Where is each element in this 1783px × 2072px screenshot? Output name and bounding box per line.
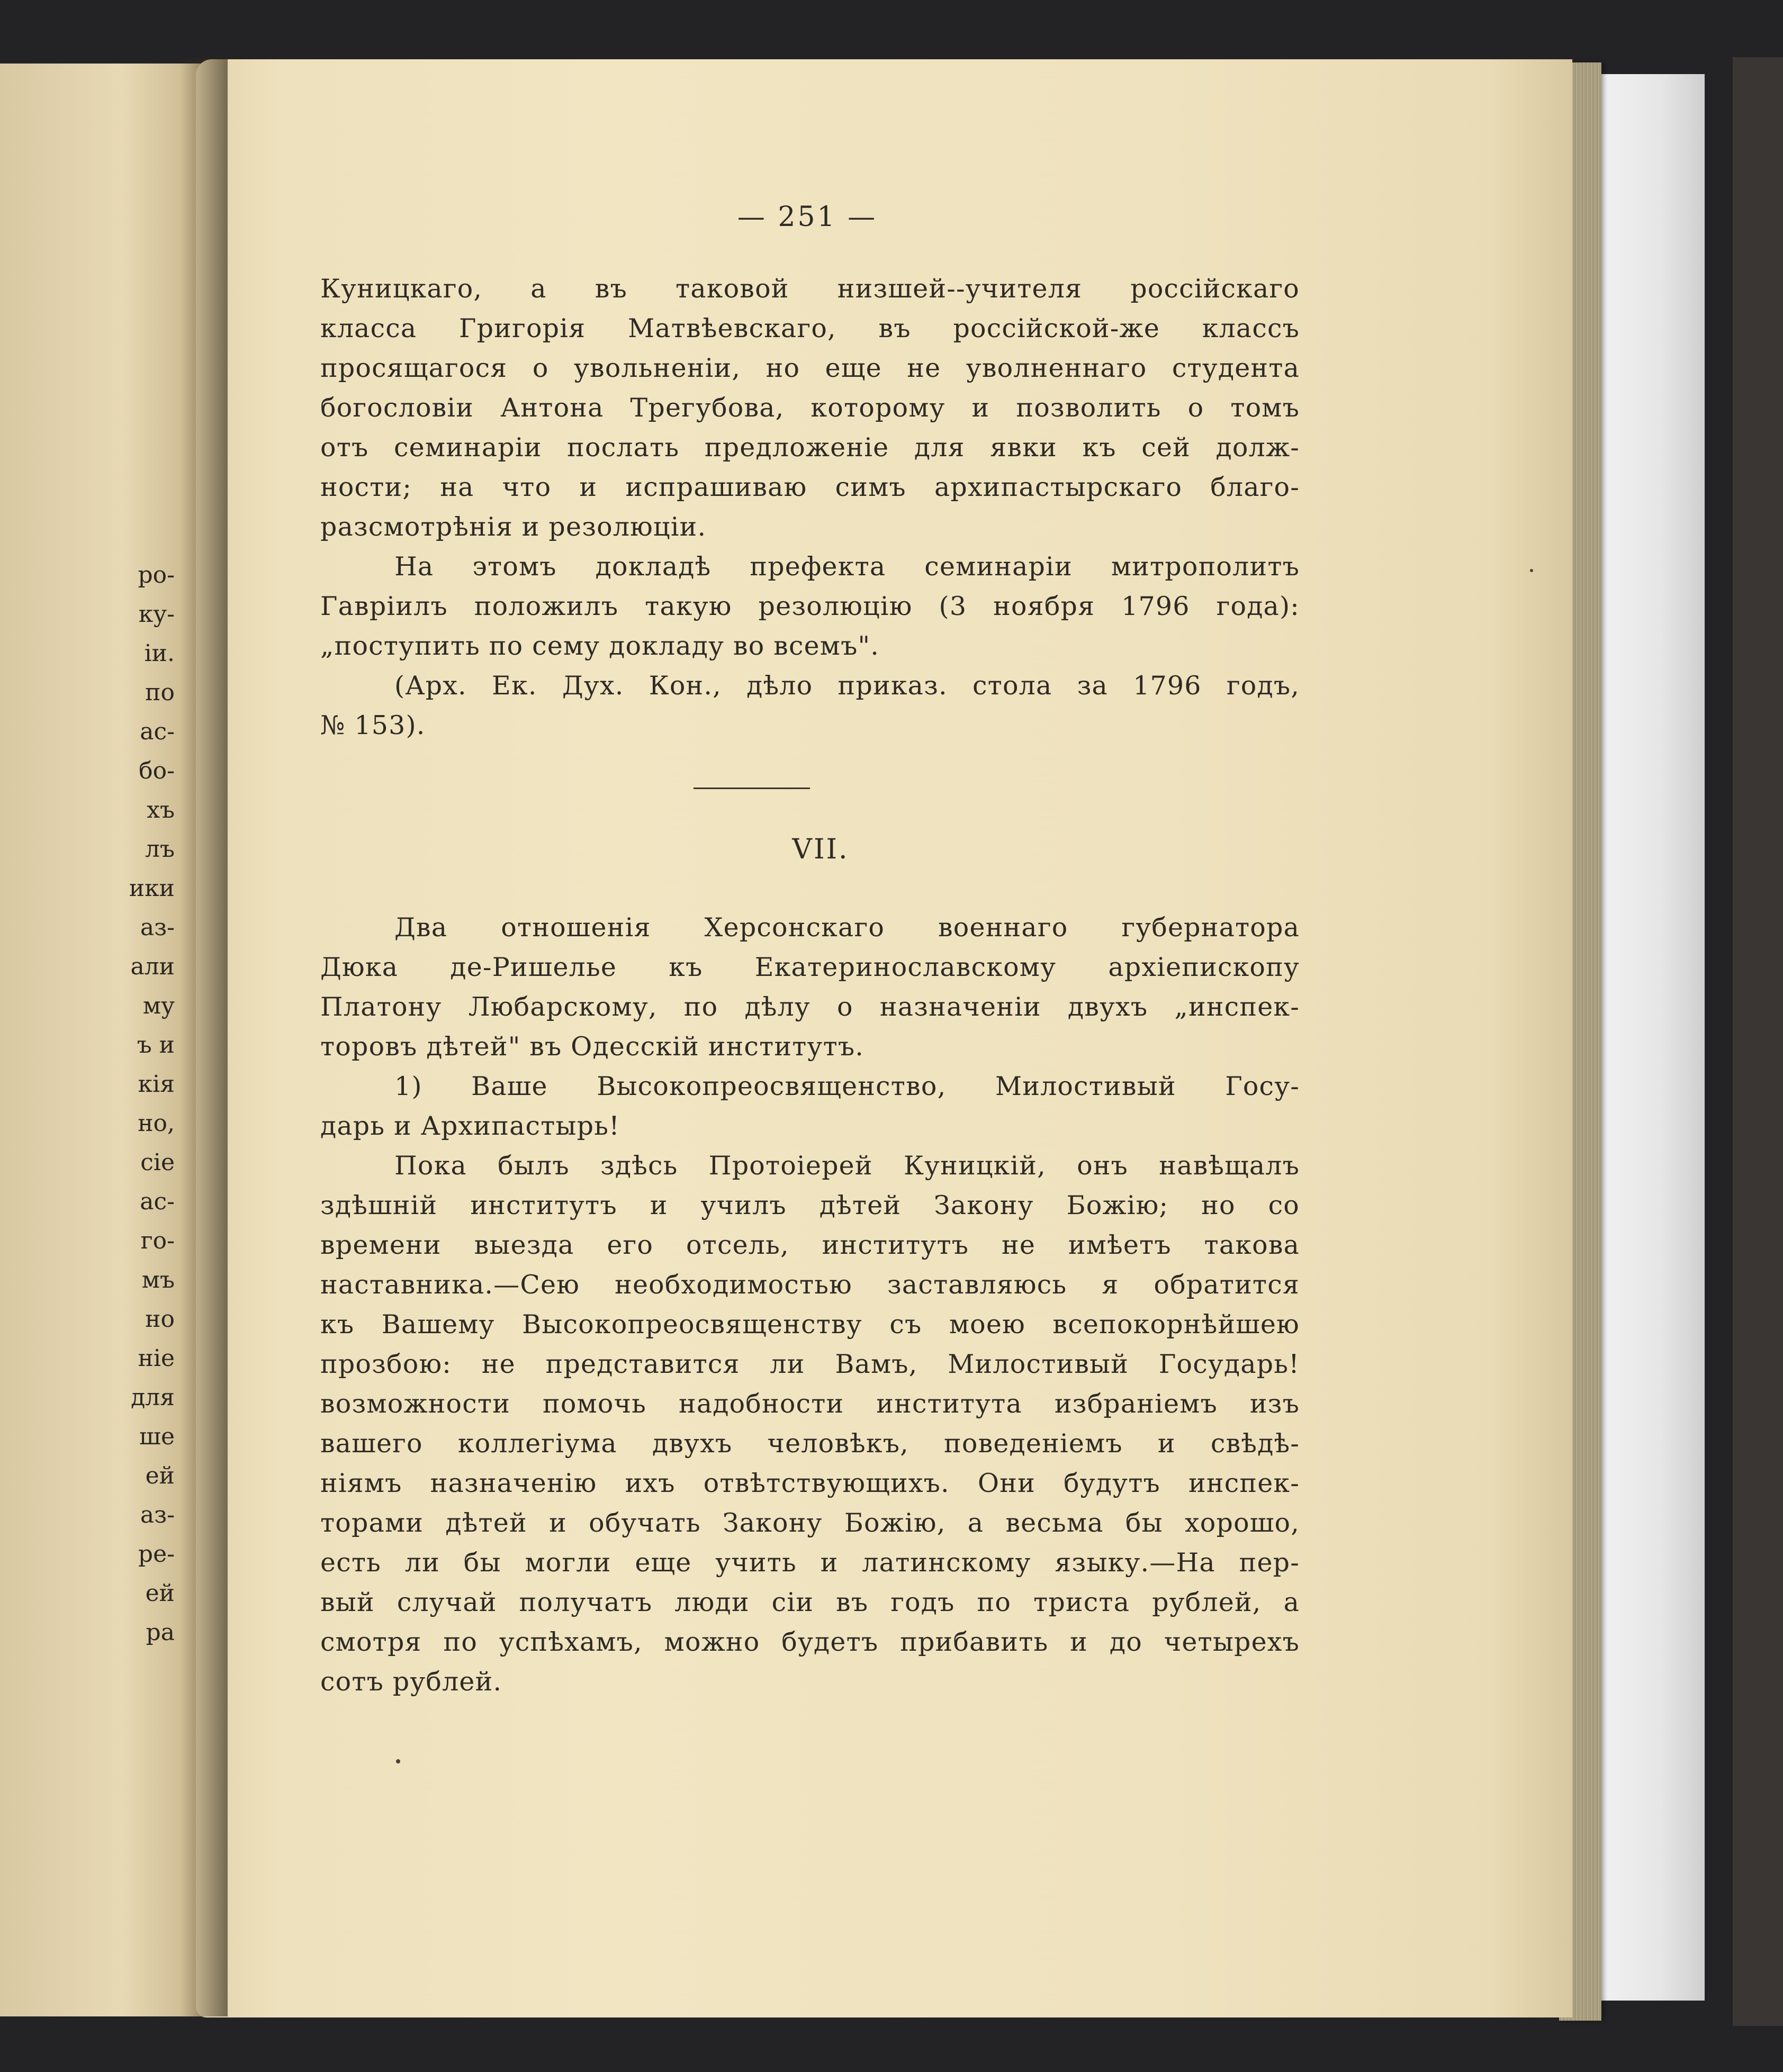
text-block-bottom (320, 908, 1300, 1702)
left-page-line-ending: сіе (140, 1149, 175, 1176)
text-line: Пока былъ здѣсь Протоіерей Куницкій, онъ навѣщалъ (394, 1151, 1300, 1181)
text-line: ніямъ назначенію ихъ отвѣтствующихъ. Они будутъ инспек- (320, 1468, 1300, 1498)
text-line: здѣшній институтъ и училъ дѣтей Закону Божію; но со (320, 1190, 1300, 1220)
text-line: просящагося о увольненіи, но еще не уволненнаго студента (320, 353, 1300, 383)
text-line: „поступить по сему докладу во всемъ". (320, 631, 880, 661)
left-page-line-ending: хъ (147, 797, 175, 824)
left-page-line-ending: го- (140, 1227, 175, 1254)
left-page-line-ending: но, (138, 1110, 175, 1137)
paragraph-1 (320, 269, 1300, 547)
paper-speck (396, 1759, 400, 1763)
text-line: вый случай получатъ люди сіи въ годъ по триста рублей, а (320, 1587, 1300, 1617)
text-line: торами дѣтей и обучать Закону Божію, а весьма бы хорошо, (320, 1508, 1300, 1538)
left-page-line-ending: ку- (138, 601, 175, 628)
text-line: торовъ дѣтей" въ Одесскій институтъ. (320, 1032, 865, 1062)
white-backing-sheet (1593, 74, 1705, 2001)
text-line: наставника.—Сею необходимостью заставляюсь я обратится (320, 1270, 1300, 1300)
section-divider (694, 788, 810, 789)
left-page-line-ending: ра (146, 1619, 175, 1646)
left-page-line-ending: аз- (140, 1501, 175, 1528)
paragraph-5 (320, 1066, 1300, 1146)
left-page-line-ending: бо- (139, 757, 175, 784)
text-line: Два отношенія Херсонскаго военнаго губернатора (394, 912, 1300, 943)
paper-speck (1530, 569, 1533, 572)
text-line: богословіи Антона Трегубова, которому и позволить о томъ (320, 393, 1300, 423)
text-line: времени выезда его отсель, институтъ не имѣетъ такова (320, 1230, 1300, 1260)
left-page-line-ending: му (142, 992, 175, 1019)
text-line: ности; на что и испрашиваю симъ архипастырскаго благо- (320, 472, 1300, 502)
left-page-line-ending: кія (138, 1071, 175, 1098)
left-page-line-ending: лъ (145, 836, 175, 863)
text-line: Куницкаго, а въ таковой низшей--учителя россійскаго (320, 274, 1300, 304)
paragraph-2 (320, 547, 1300, 666)
text-line: есть ли бы могли еще учить и латинскому языку.—На пер- (320, 1548, 1300, 1578)
text-line: вашего коллегіума двухъ человѣкъ, поведеніемъ и свѣдѣ- (320, 1428, 1300, 1459)
text-line: На этомъ докладѣ префекта семинаріи митрополитъ (394, 551, 1300, 582)
left-page-line-endings (0, 556, 175, 1652)
left-page-line-ending: ъ и (137, 1032, 175, 1058)
text-line: 1) Ваше Высокопреосвященство, Милостивый Госу- (394, 1071, 1300, 1101)
text-line: разсмотрѣнія и резолюціи. (320, 512, 707, 542)
left-page-line-ending: ей (145, 1580, 175, 1607)
left-page-line-ending: аз- (140, 914, 175, 941)
paragraph-4 (320, 908, 1300, 1066)
left-page-line-ending: али (130, 953, 175, 980)
left-page-line-ending: ре- (138, 1541, 175, 1568)
text-line: Платону Любарскому, по дѣлу о назначеніи двухъ „инспек- (320, 992, 1300, 1022)
left-page-line-ending: ас- (140, 718, 175, 745)
left-page-line-ending: ро- (138, 562, 175, 589)
left-page-line-ending: мъ (141, 1266, 175, 1293)
left-page-line-ending: іи. (144, 640, 175, 667)
left-page-line-ending: по (145, 679, 175, 706)
text-line: (Арх. Ек. Дух. Кон., дѣло приказ. стола за 1796 годъ, (394, 671, 1300, 701)
gutter-shadow (180, 58, 228, 2016)
section-number: VII. (792, 834, 849, 865)
text-line: прозбою: не представится ли Вамъ, Милостивый Государь! (320, 1349, 1300, 1379)
left-page-line-ending: для (131, 1384, 175, 1411)
text-line: возможности помочь надобности института избраніемъ изъ (320, 1389, 1300, 1419)
paragraph-3 (320, 666, 1300, 745)
text-block-top (320, 269, 1300, 745)
left-page-line-ending: ики (129, 875, 175, 902)
left-page-line-ending: ше (139, 1423, 175, 1450)
text-line: дарь и Архипастырь! (320, 1111, 620, 1141)
text-line: сотъ рублей. (320, 1667, 502, 1697)
left-page-line-ending: но (145, 1306, 175, 1333)
text-line: смотря по успѣхамъ, можно будетъ прибавить и до четырехъ (320, 1627, 1300, 1657)
paragraph-6 (320, 1146, 1300, 1702)
left-page-line-ending: ас- (140, 1188, 175, 1215)
text-line: Дюка де-Ришелье къ Екатеринославскому архіепископу (320, 952, 1300, 982)
text-line: къ Вашему Высокопреосвященству съ моею всепокорнѣйшею (320, 1309, 1300, 1340)
left-page-line-ending: ніе (138, 1345, 175, 1372)
text-line: Гавріилъ положилъ такую резолюцію (3 ноября 1796 года): (320, 591, 1300, 621)
text-line: отъ семинаріи послать предложеніе для явки къ сей долж- (320, 432, 1300, 463)
background-strip (1733, 57, 1783, 2026)
text-line: № 153). (320, 710, 426, 740)
left-page-line-ending: ей (145, 1462, 175, 1489)
text-line: класса Григорія Матвѣевскаго, въ россійской-же классъ (320, 313, 1300, 343)
page-number: — 251 — (737, 201, 878, 233)
